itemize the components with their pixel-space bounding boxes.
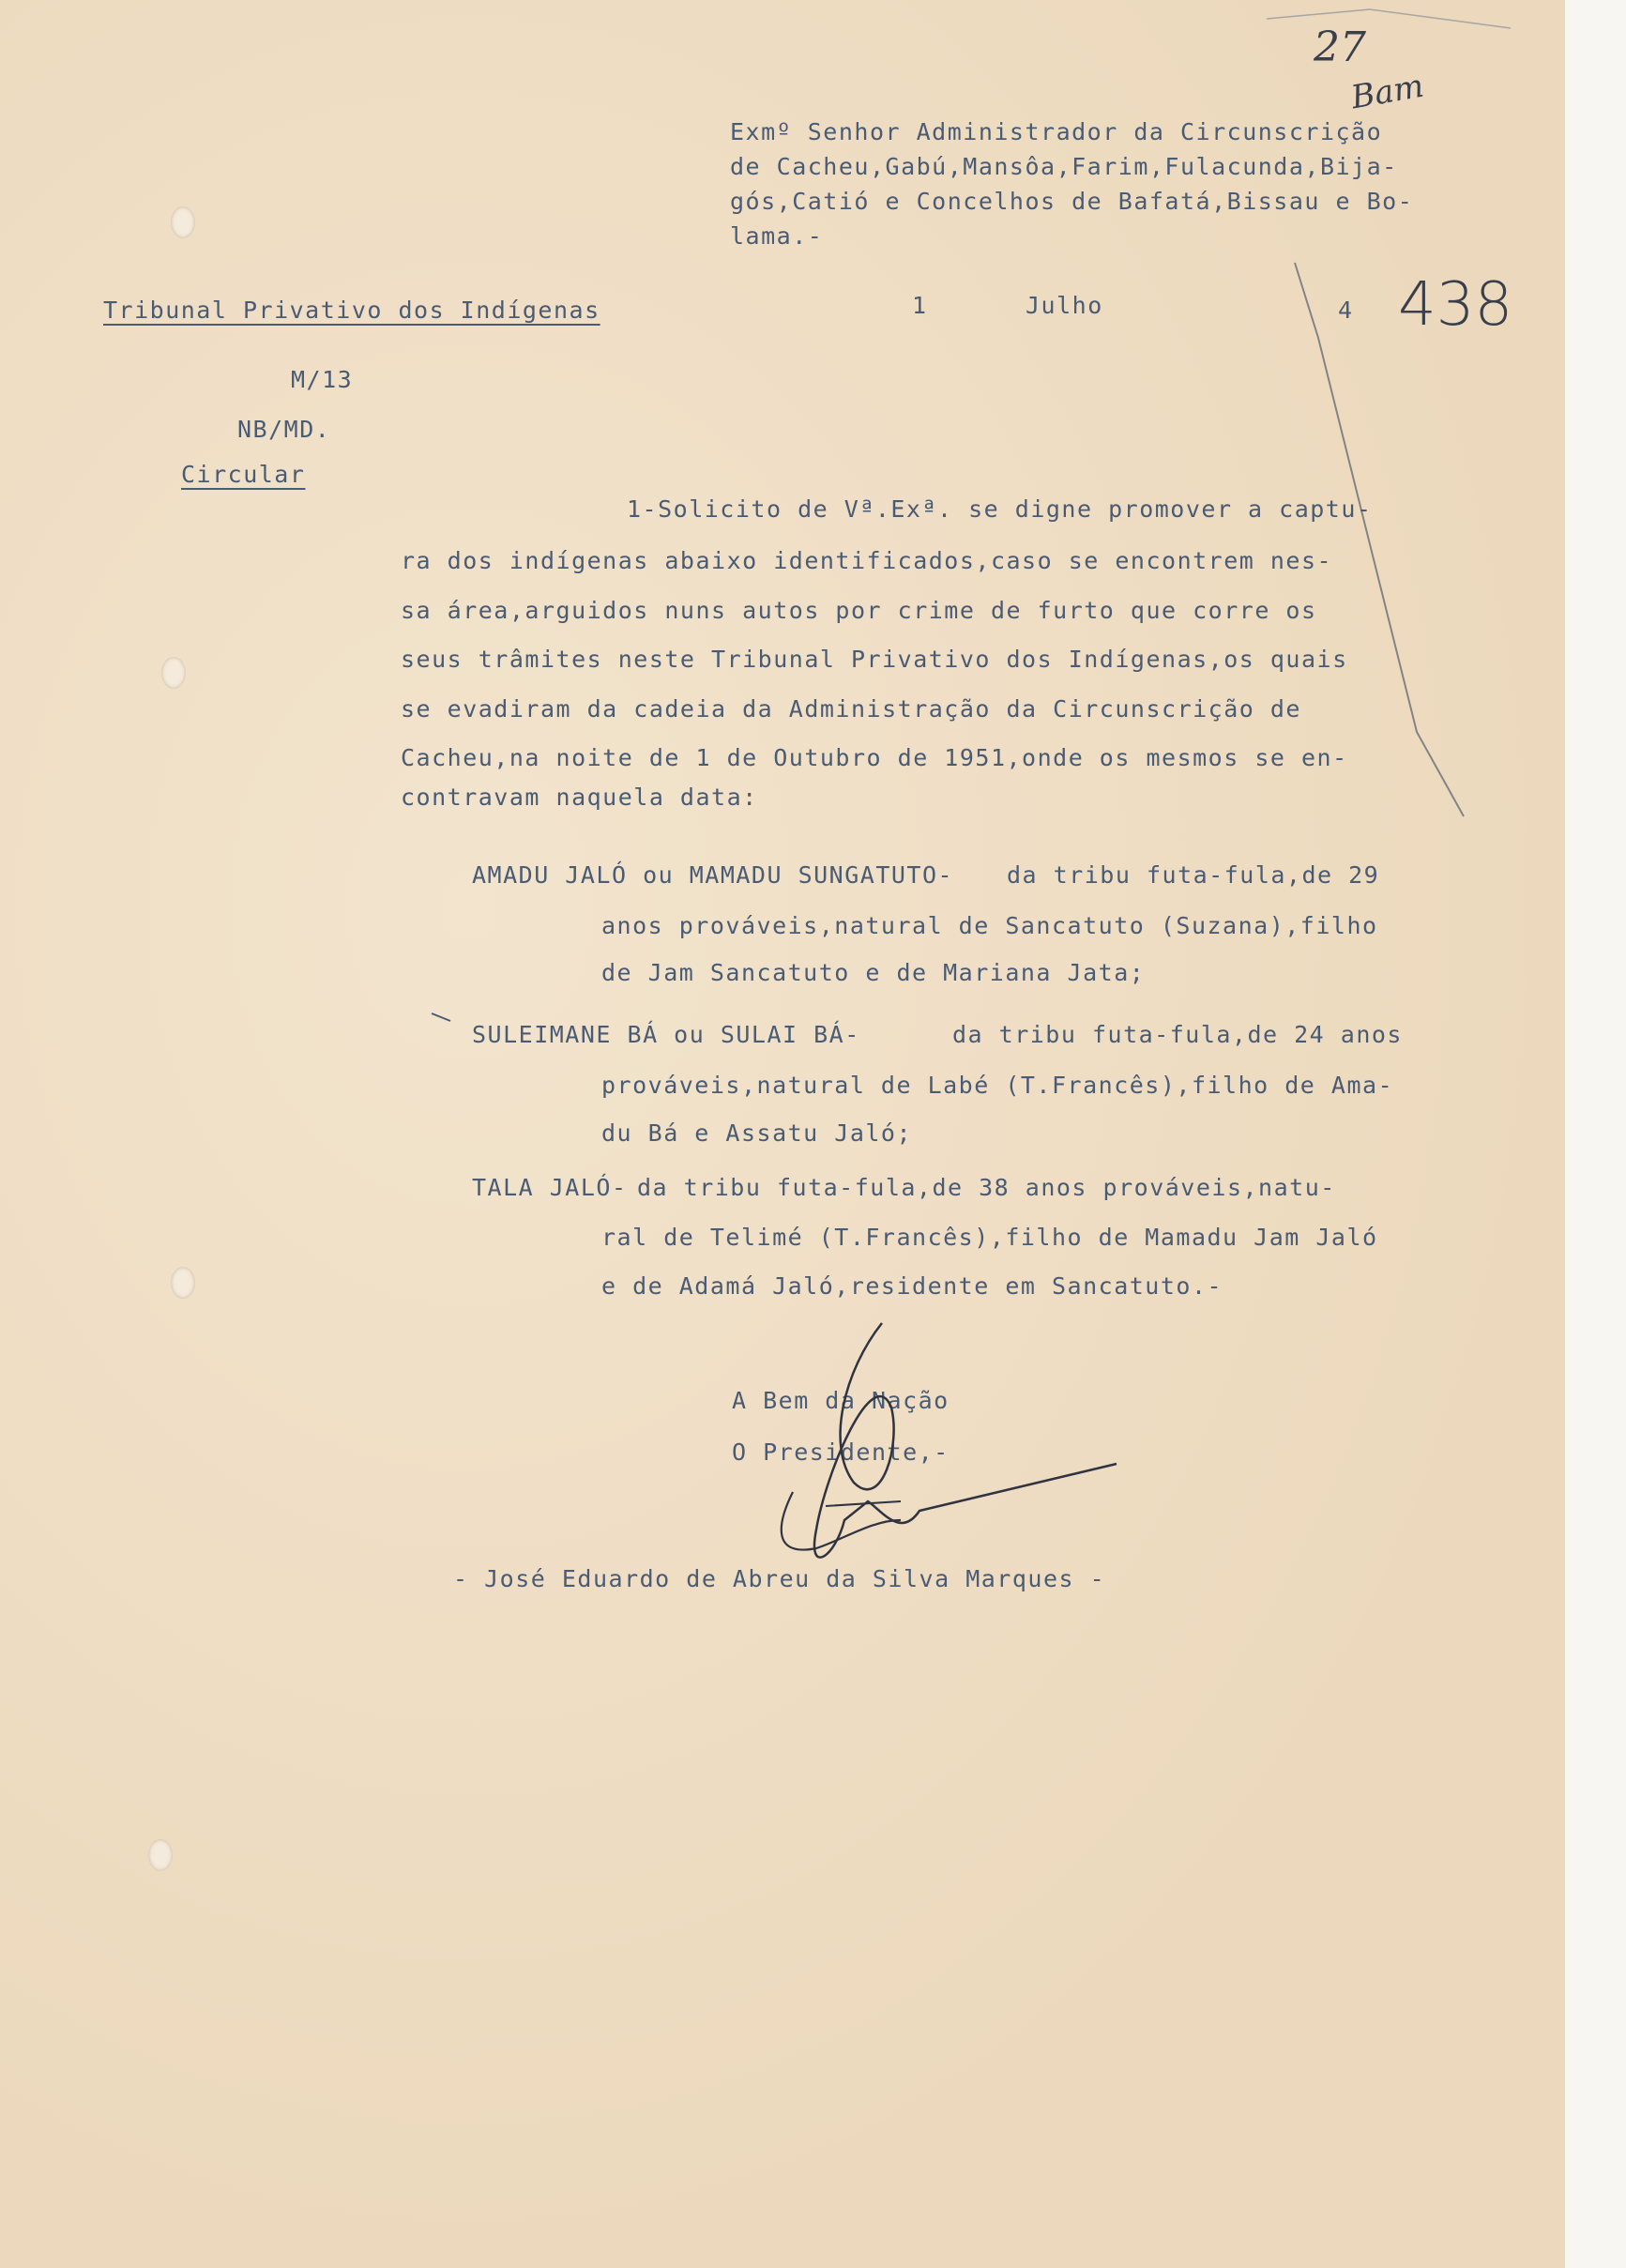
typist-initials: NB/MD. <box>237 416 331 443</box>
person-2-line-3: du Bá e Assatu Jaló; <box>601 1119 913 1147</box>
body-line-7: contravam naquela data: <box>401 784 758 811</box>
body-line-1: 1-Solicito de Vª.Exª. se digne promover a captu- <box>627 495 1373 523</box>
handwritten-page-number: 438 <box>1398 270 1513 340</box>
person-1-line-2: anos prováveis,natural de Sancatuto (Suzana),filho <box>601 912 1378 939</box>
body-line-4: seus trâmites neste Tribunal Privativo dos Indígenas,os quais <box>401 646 1348 673</box>
addressee-line-3: gós,Catió e Concelhos de Bafatá,Bissau e Bo- <box>730 188 1414 215</box>
person-3-line-2: ral de Telimé (T.Francês),filho de Mamadu Jam Jaló <box>601 1224 1378 1251</box>
body-line-6: Cacheu,na noite de 1 de Outubro de 1951,onde os mesmos se en- <box>401 744 1348 771</box>
person-2-first: da tribu futa-fula,de 24 anos <box>952 1021 1403 1048</box>
person-1-name: AMADU JALÓ ou MAMADU SUNGATUTO- <box>472 861 954 889</box>
signature-loop <box>782 1492 901 1550</box>
pencil-corner-line <box>1267 9 1511 28</box>
addressee-line-4: lama.- <box>730 222 824 250</box>
body-line-5: se evadiram da cadeia da Administração da Circunscrição de <box>401 695 1301 723</box>
person-2-line-2: prováveis,natural de Labé (T.Francês),filho de Ama- <box>601 1072 1394 1099</box>
person-1-line-3: de Jam Sancatuto e de Mariana Jata; <box>601 959 1146 986</box>
closing-salutation: A Bem da Nação <box>732 1387 950 1414</box>
person-3-first: da tribu futa-fula,de 38 anos prováveis,natu- <box>637 1174 1336 1201</box>
date-day: 1 <box>912 292 928 319</box>
handwritten-word: Bam <box>1348 67 1427 117</box>
scan-margin <box>1565 0 1626 2268</box>
signatory-name: - José Eduardo de Abreu da Silva Marques - <box>453 1565 1106 1592</box>
person-3-line-3: e de Adamá Jaló,residente em Sancatuto.- <box>601 1272 1223 1300</box>
date-month: Julho <box>1026 292 1103 319</box>
addressee-line-2: de Cacheu,Gabú,Mansôa,Farim,Fulacunda,Bija- <box>730 153 1398 180</box>
mark-tick <box>432 1013 450 1021</box>
body-line-3: sa área,arguidos nuns autos por crime de furto que corre os <box>401 597 1317 624</box>
handwritten-number: 27 <box>1314 23 1366 71</box>
person-1-first: da tribu futa-fula,de 29 <box>1007 861 1380 889</box>
handwritten-signature <box>814 1323 1117 1558</box>
document-type: Circular <box>181 461 306 488</box>
person-2-name: SULEIMANE BÁ ou SULAI BÁ- <box>472 1021 860 1048</box>
office-name: Tribunal Privativo dos Indígenas <box>103 297 600 324</box>
closing-title: O Presidente,- <box>732 1438 950 1466</box>
reference-number: M/13 <box>291 366 354 393</box>
date-year: 4 <box>1338 297 1354 324</box>
pencil-diagonal-line <box>1295 263 1464 816</box>
body-line-2: ra dos indígenas abaixo identificados,caso se encontrem nes- <box>401 547 1333 574</box>
person-3-name: TALA JALÓ- <box>472 1174 628 1201</box>
addressee-line-1: Exmº Senhor Administrador da Circunscrição <box>730 118 1383 145</box>
